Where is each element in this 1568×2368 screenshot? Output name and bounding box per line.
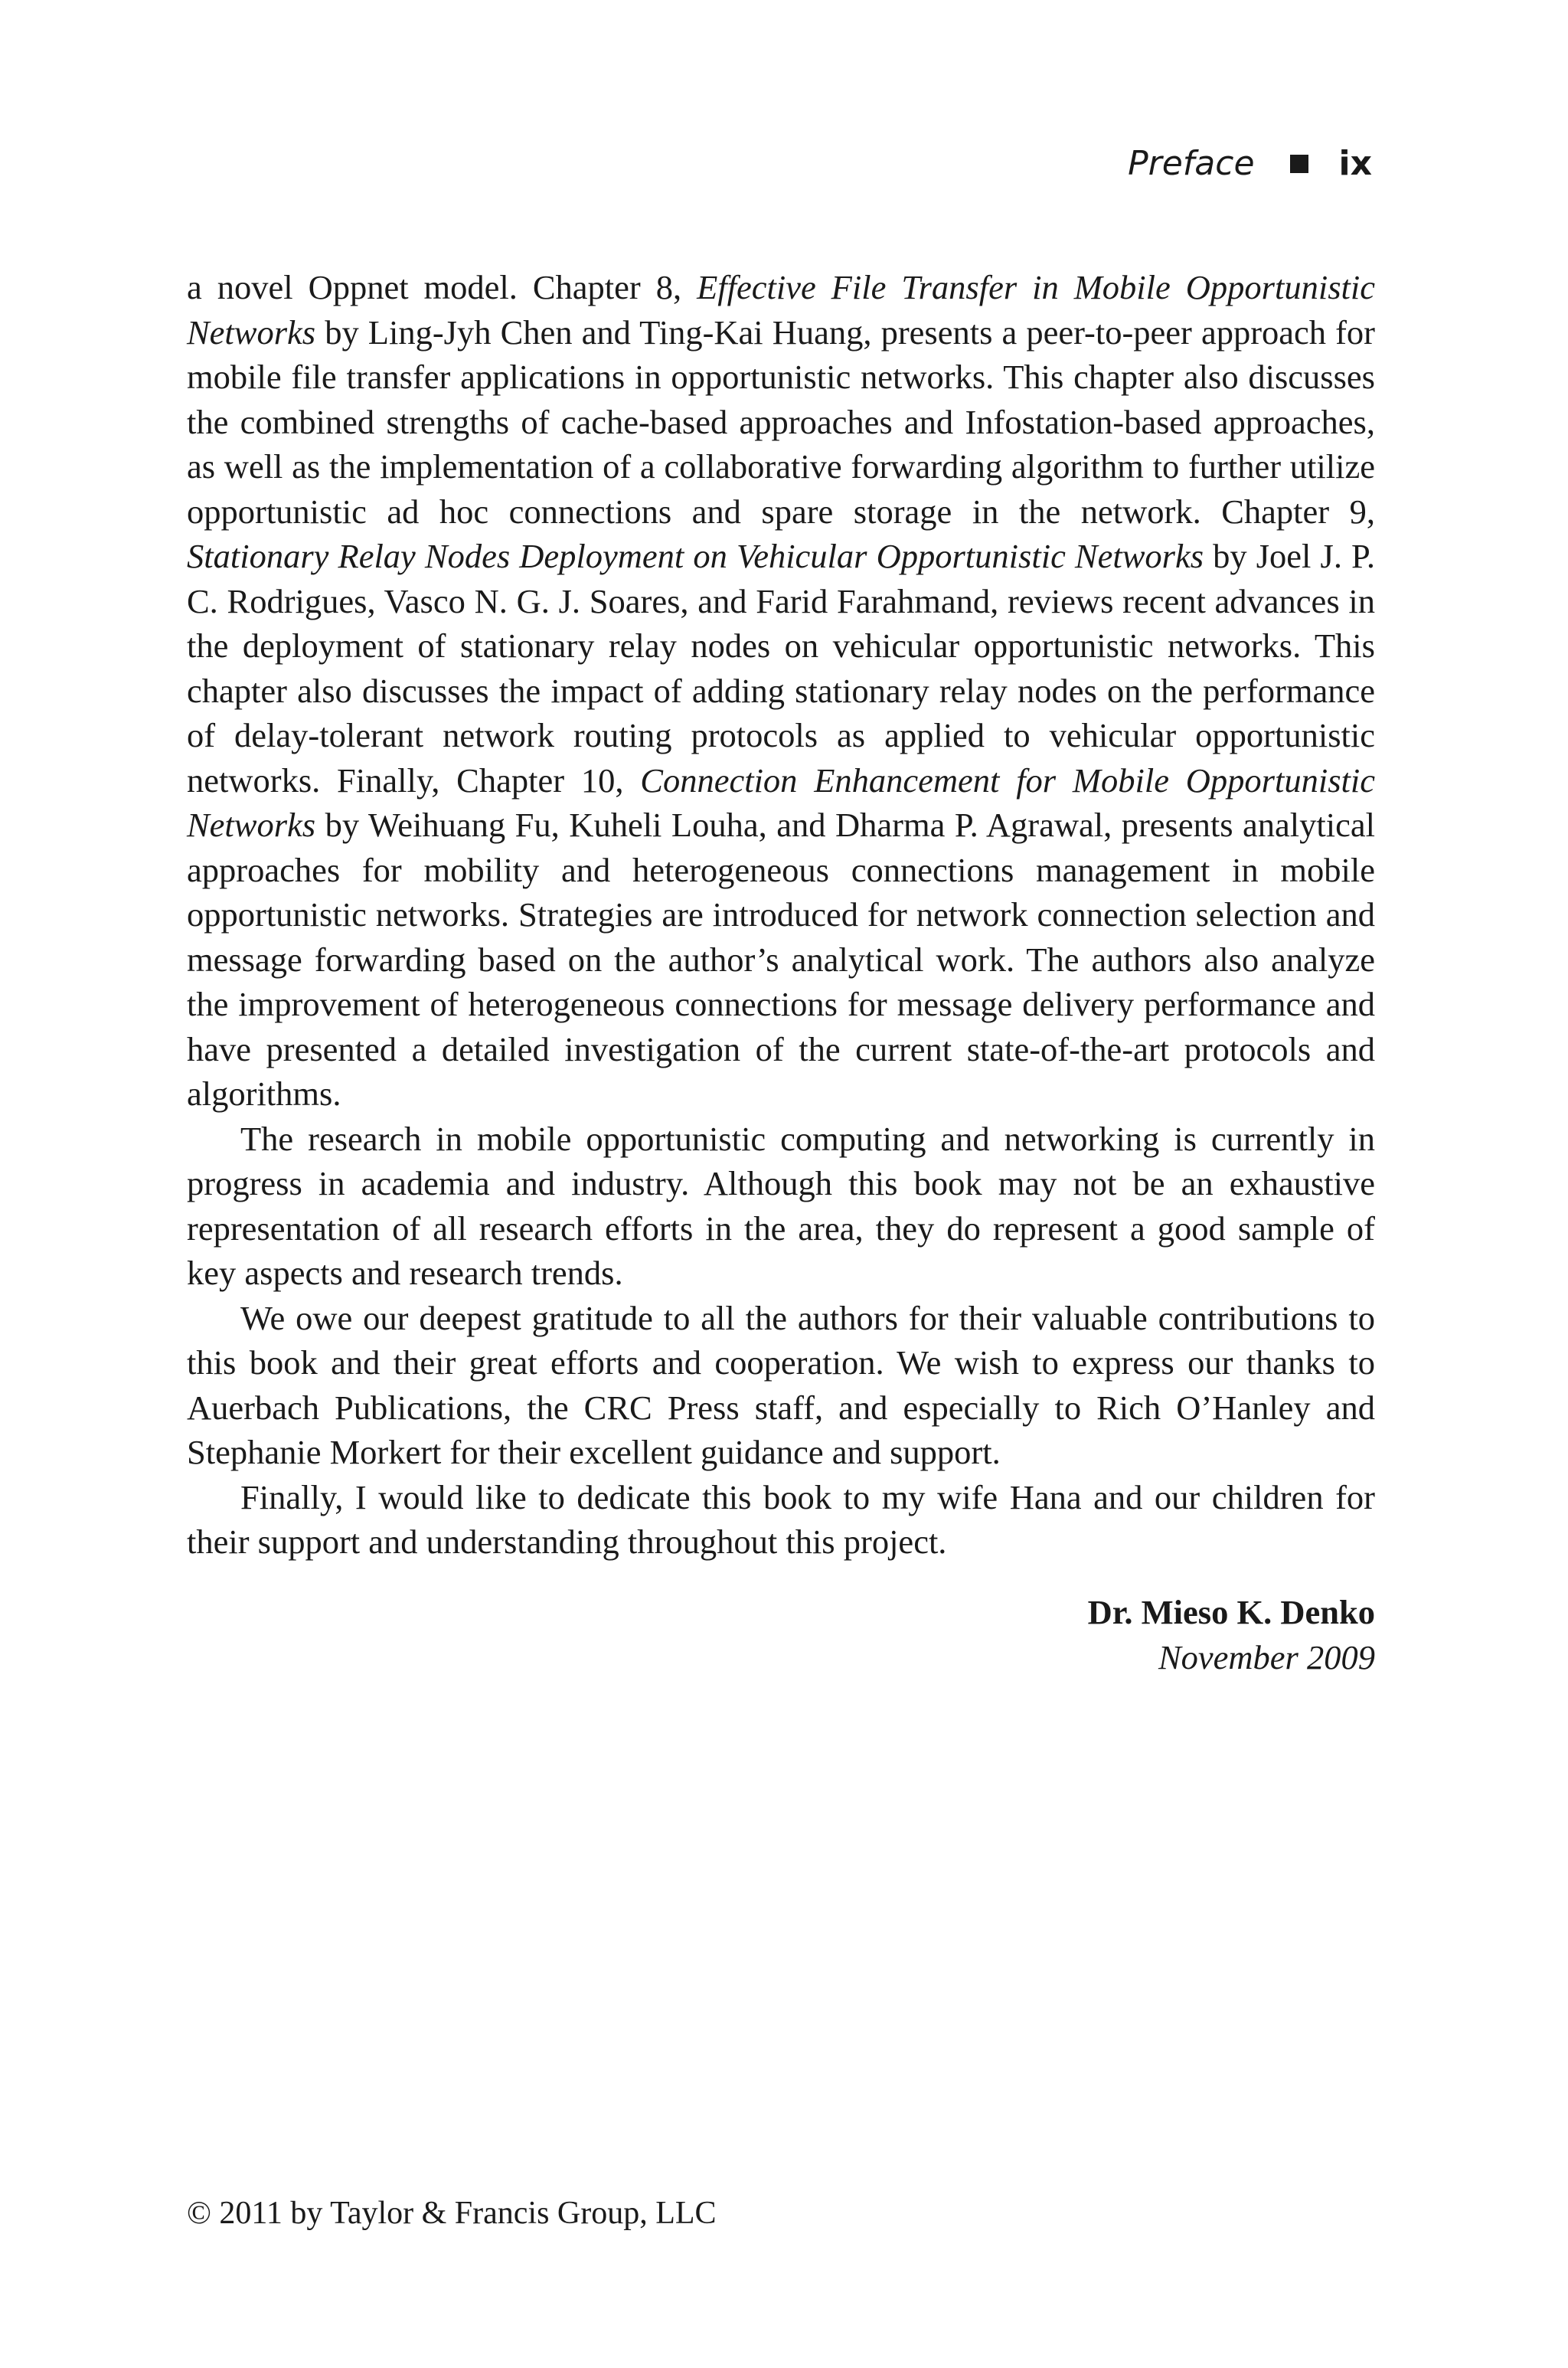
square-bullet-icon: [1290, 155, 1308, 173]
paragraph-research: The research in mobile opportunistic computing and networking is currently in progress in academia and industry. Although this book may not be an exhaustive representation of all research efforts in the area, they do represent a good sample of key aspects and research trends.: [187, 1119, 1375, 1292]
running-head-section: Preface: [1128, 144, 1255, 183]
chapter-8-title: Effective File Transfer in Mobile Opportunistic Networks: [187, 268, 1375, 352]
body-text: [187, 265, 1375, 1565]
copyright-notice: © 2011 by Taylor & Francis Group, LLC: [187, 2196, 717, 2231]
paragraph-text: by Ling-Jyh Chen and Ting-Kai Huang, presents a peer-to-peer approach for mobile file transfer applications in opportunistic networks. This chapter also discusses the combined strengths of cache-based approaches and Infostation-based approaches, as well as the implementation of a collaborative forwarding algorithm to further utilize opportunistic ad hoc connections and spare storage in the network. Chapter 9,: [187, 312, 1375, 531]
paragraph-gratitude: We owe our deepest gratitude to all the authors for their valuable contributions to this book and their great efforts and cooperation. We wish to express our thanks to Auerbach Publications, the CRC Press staff, and especially to Rich O’Hanley and Stephanie Morkert for their excellent guidance and support.: [187, 1298, 1375, 1471]
page-number: ix: [1338, 144, 1372, 183]
running-head: [1128, 142, 1372, 185]
paragraph-text: by Joel J. P. C. Rodrigues, Vasco N. G. J. Soares, and Farid Farahmand, reviews recent advances in the deployment of stationary relay nodes on vehicular opportunistic networks. This chapter also discusses the impact of adding stationary relay nodes on the performance of delay-tolerant network routing protocols as applied to vehicular opportunistic networks. Finally, Chapter 10,: [187, 537, 1375, 800]
chapter-10-title: Connection Enhancement for Mobile Opportunistic Networks: [187, 760, 1375, 844]
paragraph-text: by Weihuang Fu, Kuheli Louha, and Dharma P. Agrawal, presents analytical approaches for mobility and heterogeneous connections management in mobile opportunistic networks. Strategies are introduced for network connection selection and message forwarding based on the author’s analytical work. The authors also analyze the improvement of heterogeneous connections for message delivery performance and have presented a detailed investigation of the current state-of-the-art protocols and algorithms.: [187, 806, 1375, 1113]
paragraph-text: a novel Oppnet model. Chapter 8,: [187, 268, 697, 306]
signature-date: November 2009: [1158, 1637, 1375, 1676]
paragraph-dedication: Finally, I would like to dedicate this book to my wife Hana and our children for their support and understanding throughout this project.: [187, 1477, 1375, 1561]
paragraph-chapter-summaries: [187, 265, 1375, 1117]
chapter-9-title: Stationary Relay Nodes Deployment on Vehicular Opportunistic Networks: [187, 537, 1204, 575]
author-name: Dr. Mieso K. Denko: [1087, 1593, 1375, 1631]
signature-block: [1088, 1590, 1375, 1680]
